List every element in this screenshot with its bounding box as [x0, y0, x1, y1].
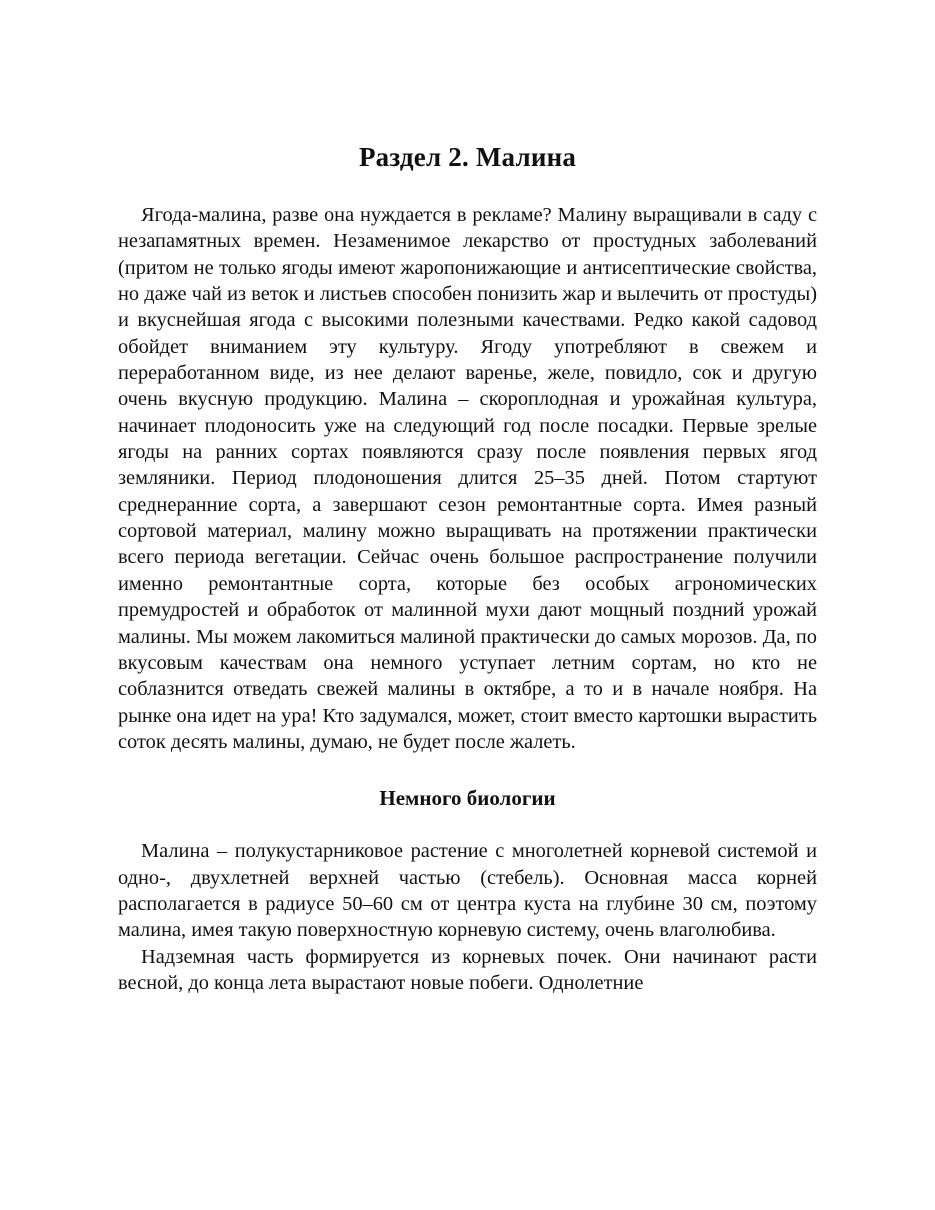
subsection-title: Немного биологии: [379, 786, 556, 811]
biology-paragraph-2: Надземная часть формируется из корневых почек. Они начинают расти весной, до конца лета вырастают новые побеги. Однолетние: [118, 945, 817, 994]
page-content: [118, 138, 817, 996]
section-title: Раздел 2. Малина: [358, 142, 577, 172]
intro-paragraph: Ягода-малина, разве она нуждается в рекламе? Малину выращивали в саду с незапамятных времен. Незаменимое лекарство от простудных заболеваний (притом не только ягоды имеют жаропонижающие и антисептические свойства, но даже чай из веток и листьев способен понизить жар и вылечить от простуды) и вкуснейшая ягода с высокими полезными качествами. Редко какой садовод обойдет вниманием эту культуру. Ягоду употребляют в свежем и переработанном виде, из нее делают варенье, желе, повидло, сок и другую очень вкусную продукцию. Малина – скороплодная и урожайная культура, начинает плодоносить уже на следующий год после посадки. Первые зрелые ягоды на ранних сортах появляются сразу после появления первых ягод земляники. Период плодоношения длится 25–35 дней. Потом стартуют среднеранние сорта, а завершают сезон ремонтантные сорта. Имея разный сортовой материал, малину можно выращивать на протяжении практически всего периода вегетации. Сейчас очень большое распространение получили именно ремонтантные сорта, которые без особых агрономических премудростей и обработок от малинной мухи дают мощный поздний урожай малины. Мы можем лакомиться малиной практически до самых морозов. Да, по вкусовым качествам она немного уступает летним сортам, но кто не соблазнится отведать свежей малины в октябре, а то и в начале ноября. На рынке она идет на ура! Кто задумался, может, стоит вместо картошки вырастить соток десять малины, думаю, не будет после жалеть.: [118, 204, 817, 753]
biology-paragraph-1: Малина – полукустарниковое растение с многолетней корневой системой и одно-, двухлетней верхней частью (стебель). Основная масса корней располагается в радиусе 50–60 см от центра куста на глубине 30 см, поэтому малина, имея такую поверхностную корневую систему, очень влаголюбива.: [118, 840, 817, 942]
